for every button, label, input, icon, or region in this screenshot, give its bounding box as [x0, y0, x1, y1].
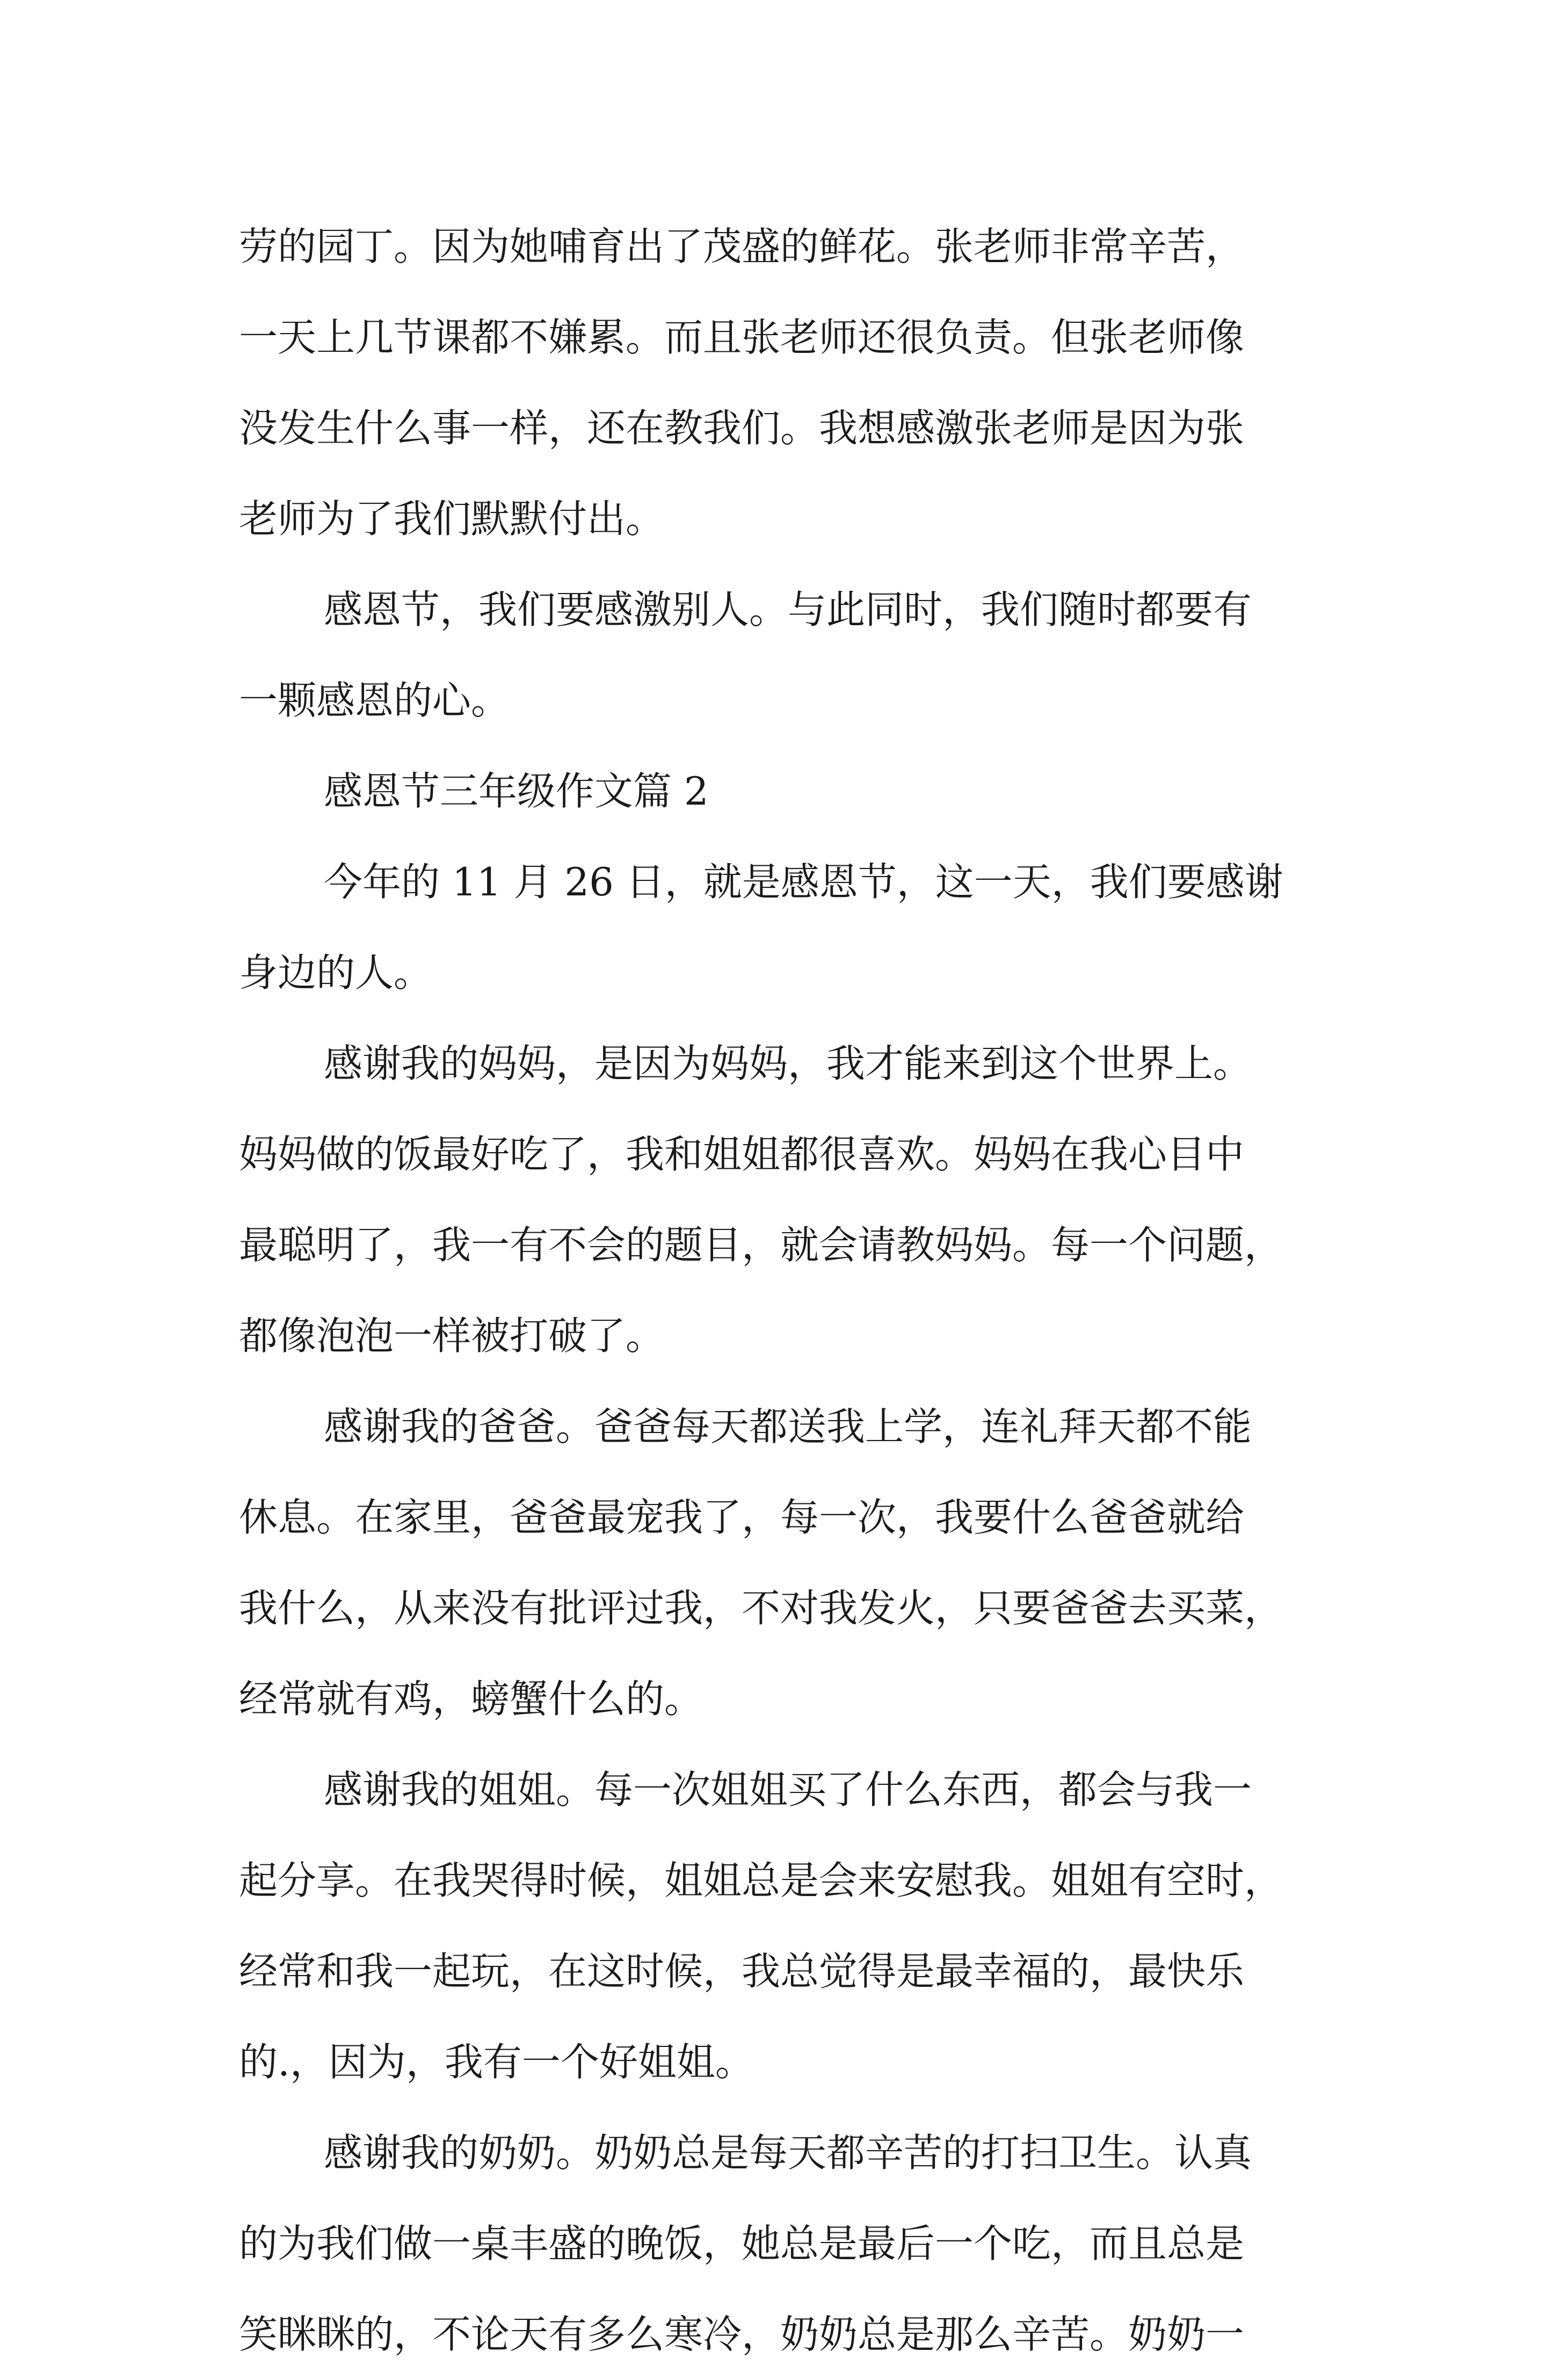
text-line: 的.，因为，我有一个好姐姐。	[239, 2039, 754, 2085]
paragraph	[239, 201, 1324, 565]
text-line: 起分享。在我哭得时候，姐姐总是会来安慰我。姐姐有空时，	[239, 1858, 1283, 1903]
text-line: 老师为了我们默默付出。	[239, 496, 665, 541]
text-line: 经常和我一起玩，在这时候，我总觉得是最幸福的，最快乐	[239, 1949, 1245, 1994]
text-line: 感谢我的姐姐。每一次姐姐买了什么东西，都会与我一	[324, 1767, 1252, 1812]
text-line: 最聪明了，我一有不会的题目，就会请教妈妈。每一个问题，	[239, 1222, 1283, 1268]
paragraph	[239, 2108, 1324, 2380]
text-line: 我什么，从来没有批评过我，不对我发火，只要爸爸去买菜，	[239, 1586, 1283, 1631]
text-line: 经常就有鸡，螃蟹什么的。	[239, 1676, 703, 1721]
text-line: 感恩节三年级作文篇 2	[324, 769, 709, 814]
text-line: 感恩节，我们要感激别人。与此同时，我们随时都要有	[324, 587, 1252, 632]
text-line: 都像泡泡一样被打破了。	[239, 1313, 665, 1358]
text-line: 感谢我的妈妈，是因为妈妈，我才能来到这个世界上。	[324, 1041, 1252, 1086]
paragraph	[239, 837, 1324, 1018]
text-line: 笑眯眯的，不论天有多么寒冷，奶奶总是那么辛苦。奶奶一	[239, 2312, 1245, 2357]
paragraph	[239, 1381, 1324, 1745]
paragraph	[239, 1745, 1324, 2108]
text-line: 没发生什么事一样，还在教我们。我想感激张老师是因为张	[239, 406, 1245, 451]
text-line: 的为我们做一桌丰盛的晚饭，她总是最后一个吃，而且总是	[239, 2221, 1245, 2266]
paragraph	[239, 565, 1324, 746]
text-line: 一颗感恩的心。	[239, 678, 510, 723]
text-line: 妈妈做的饭最好吃了，我和姐姐都很喜欢。妈妈在我心目中	[239, 1132, 1245, 1177]
text-line: 劳的园丁。因为她哺育出了茂盛的鲜花。张老师非常辛苦，	[239, 224, 1245, 269]
text-line: 休息。在家里，爸爸最宠我了，每一次，我要什么爸爸就给	[239, 1495, 1245, 1540]
paragraph	[239, 1018, 1324, 1381]
text-line: 今年的 11 月 26 日，就是感恩节，这一天，我们要感谢	[324, 859, 1283, 905]
text-line: 感谢我的奶奶。奶奶总是每天都辛苦的打扫卫生。认真	[324, 2130, 1252, 2175]
paragraph	[239, 746, 1324, 837]
text-line: 感谢我的爸爸。爸爸每天都送我上学，连礼拜天都不能	[324, 1404, 1252, 1449]
text-line: 一天上几节课都不嫌累。而且张老师还很负责。但张老师像	[239, 315, 1245, 360]
text-line: 身边的人。	[239, 950, 433, 995]
document-body	[239, 201, 1324, 2380]
